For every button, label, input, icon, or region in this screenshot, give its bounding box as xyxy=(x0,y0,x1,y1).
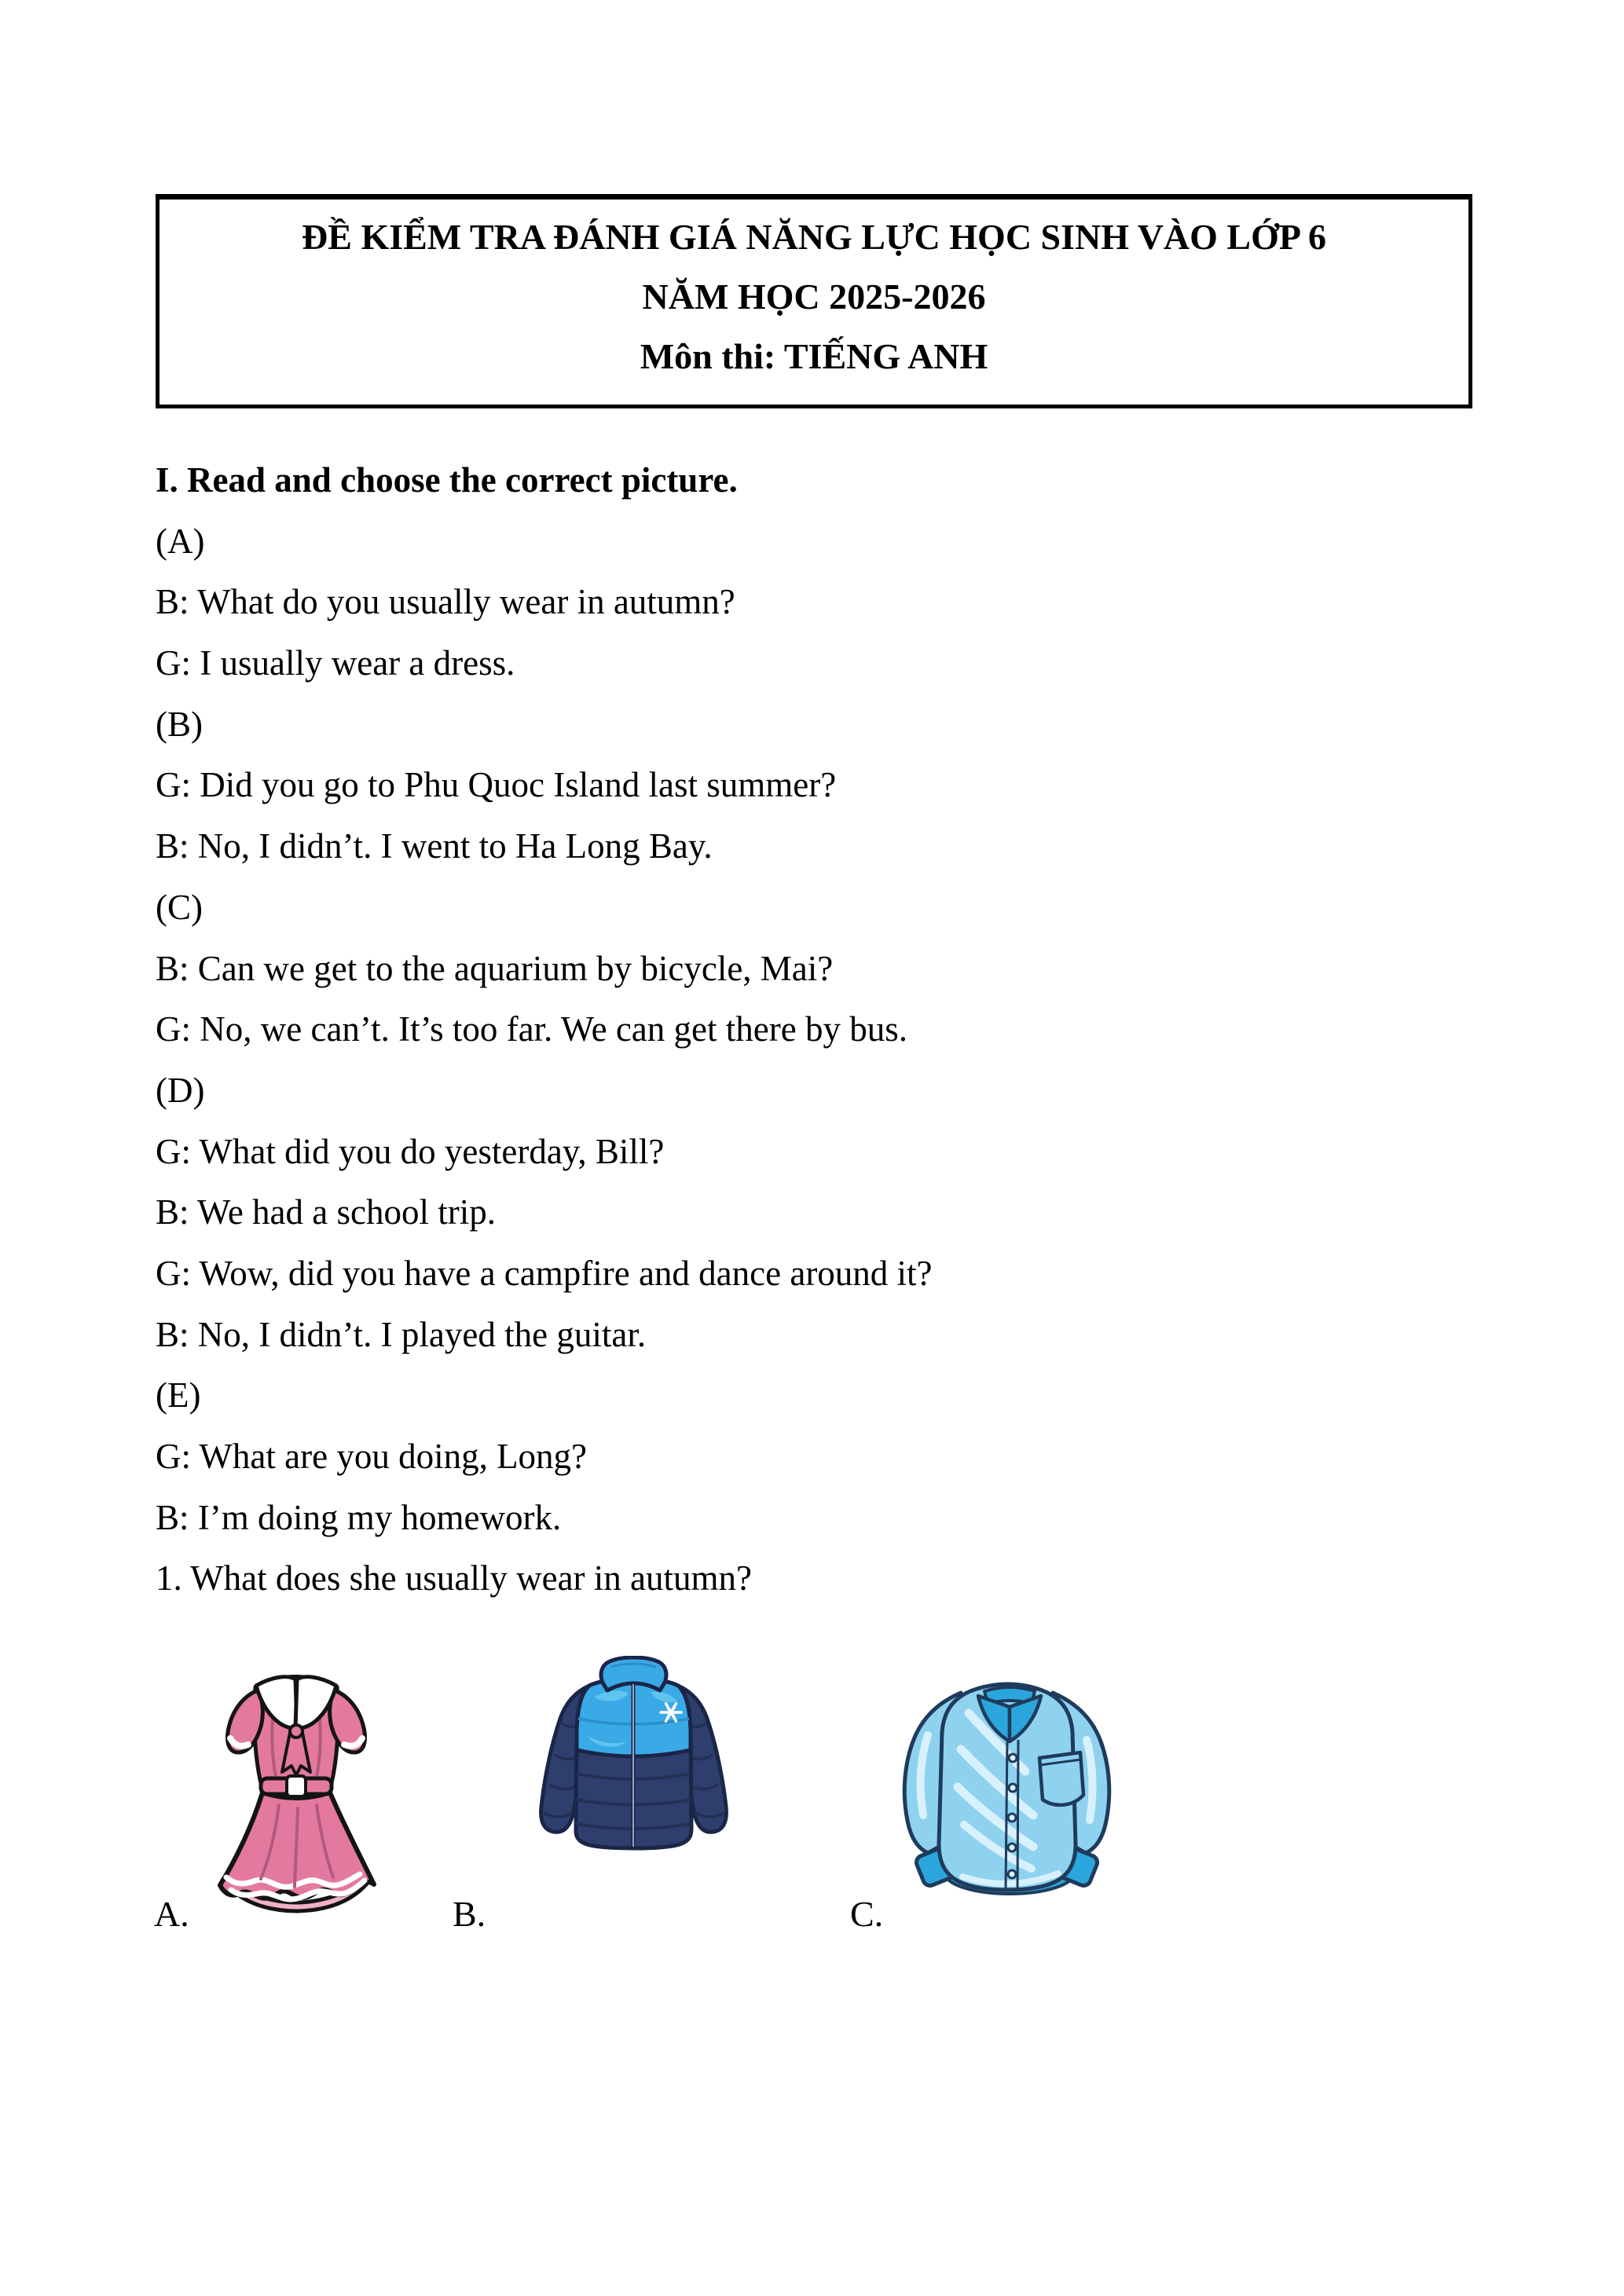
shirt-image xyxy=(876,1668,1138,1901)
section-heading: I. Read and choose the correct picture. xyxy=(156,460,738,500)
exam-header-box xyxy=(156,194,1472,408)
dialogue-line: G: Wow, did you have a campfire and dance around it? xyxy=(156,1253,933,1293)
subject: Môn thi: TIẾNG ANH xyxy=(640,336,988,376)
page-content xyxy=(156,194,1472,2018)
exam-title: ĐỀ KIỂM TRA ĐÁNH GIÁ NĂNG LỰC HỌC SINH VÀO LỚP 6 xyxy=(302,217,1326,257)
answer-pictures-row xyxy=(156,1609,1472,2018)
dialogue-label-c: (C) xyxy=(156,887,203,927)
option-label-b: B. xyxy=(453,1894,486,1935)
shirt-pocket xyxy=(1039,1752,1083,1805)
dialogue-line: G: What are you doing, Long? xyxy=(156,1437,588,1476)
dialogue-label-e: (E) xyxy=(156,1375,201,1415)
dialogue-line: B: We had a school trip. xyxy=(156,1192,496,1232)
dress-belt xyxy=(261,1776,332,1796)
dialogue-line: G: No, we can’t. It’s too far. We can get there by bus. xyxy=(156,1009,907,1049)
option-label-c: C. xyxy=(850,1894,884,1935)
dialogue-line: G: What did you do yesterday, Bill? xyxy=(156,1131,665,1171)
option-label-a: A. xyxy=(154,1894,189,1935)
dialogue-line: B: What do you usually wear in autumn? xyxy=(156,582,735,622)
dialogue-label-d: (D) xyxy=(156,1070,205,1110)
dialogue-line: B: No, I didn’t. I played the guitar. xyxy=(156,1314,647,1354)
dialogue-line: B: I’m doing my homework. xyxy=(156,1497,562,1537)
dialogue-label-a: (A) xyxy=(156,521,205,561)
puffer-jacket-image xyxy=(533,1656,735,1855)
pink-dress-image xyxy=(198,1657,394,1917)
dialogue-line: G: I usually wear a dress. xyxy=(156,643,515,683)
dialogue-line: B: No, I didn’t. I went to Ha Long Bay. xyxy=(156,826,713,866)
school-year: NĂM HỌC 2025-2026 xyxy=(642,276,986,317)
dialogue-line: B: Can we get to the aquarium by bicycle, Mai? xyxy=(156,948,834,988)
dialogue-label-b: (B) xyxy=(156,704,203,744)
question-line: 1. What does she usually wear in autumn? xyxy=(156,1558,752,1598)
dialogue-line: G: Did you go to Phu Quoc Island last summer? xyxy=(156,765,837,805)
